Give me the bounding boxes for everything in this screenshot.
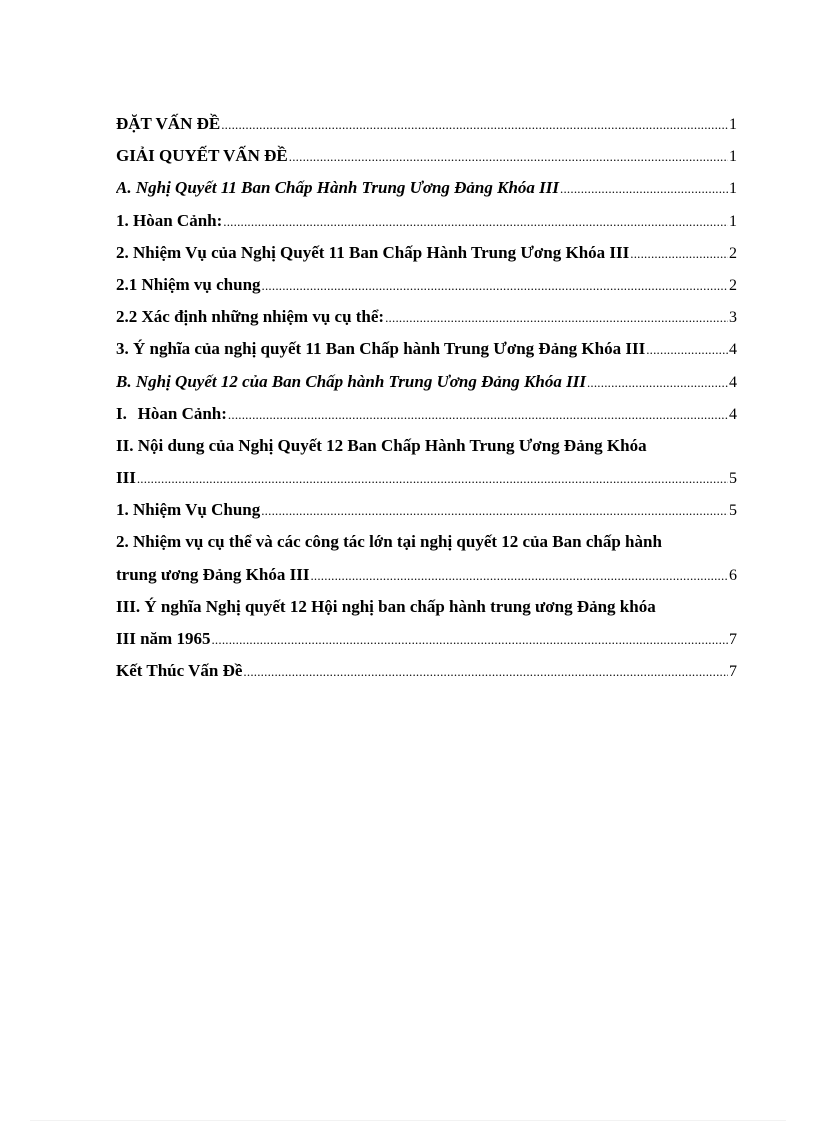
toc-entry-b-ii-1-nhiem-vu-chung[interactable] (116, 494, 737, 526)
toc-entry-b-ii-2-nhiem-vu-cu-the-line2[interactable] (116, 559, 737, 591)
toc-dot-leader (587, 367, 728, 398)
toc-entry-title: 2. Nhiệm Vụ của Nghị Quyết 11 Ban Chấp Hành Trung Ương Khóa III (116, 242, 630, 262)
toc-page-number: 7 (729, 663, 737, 681)
toc-entry-section-a[interactable] (116, 172, 737, 204)
toc-entry-title: 2.2 Xác định những nhiệm vụ cụ thể: (116, 307, 385, 327)
toc-page-number: 5 (729, 502, 737, 520)
toc-dot-leader (262, 270, 728, 301)
table-of-contents (116, 108, 737, 687)
toc-entry-b-iii-y-nghia-line2[interactable] (116, 623, 737, 655)
toc-entry-title: B. Nghị Quyết 12 của Ban Chấp hành Trung Ương Đảng Khóa III (116, 371, 586, 391)
toc-entry-a-2-2-nhiem-vu-cu-the[interactable] (116, 301, 737, 333)
toc-entry-title-continued: III năm 1965 (116, 629, 211, 648)
toc-dot-leader (385, 302, 728, 333)
toc-entry-a-1-hoan-canh[interactable] (116, 205, 737, 237)
toc-dot-leader (221, 109, 728, 140)
toc-page-number: 4 (729, 341, 737, 359)
toc-page-number: 2 (729, 244, 737, 262)
toc-entry-title: 1. Nhiệm Vụ Chung (116, 500, 261, 520)
toc-page-number: 6 (729, 566, 737, 584)
toc-page-number: 1 (729, 212, 737, 230)
toc-page-number: 4 (729, 373, 737, 391)
toc-entry-title: III. Ý nghĩa Nghị quyết 12 Hội nghị ban chấp hành trung ương Đảng khóa (116, 596, 656, 616)
toc-page-number: 1 (729, 116, 737, 133)
toc-dot-leader (137, 463, 728, 494)
toc-entry-title: 1. Hòan Cảnh: (116, 210, 223, 230)
toc-entry-title: Hòan Cảnh: (137, 403, 227, 423)
toc-page-number: 7 (729, 631, 737, 648)
toc-entry-title: ĐẶT VẤN ĐỀ (116, 114, 221, 133)
toc-entry-dat-van-de[interactable] (116, 108, 737, 140)
toc-entry-b-i-hoan-canh[interactable] (116, 398, 737, 430)
toc-entry-b-ii-2-nhiem-vu-cu-the-line1[interactable] (116, 526, 737, 558)
toc-entry-title-continued: III (116, 468, 136, 488)
toc-dot-leader (243, 656, 728, 687)
toc-dot-leader (223, 206, 728, 237)
toc-entry-title: 3. Ý nghĩa của nghị quyết 11 Ban Chấp hành Trung Ương Đảng Khóa III (116, 339, 646, 359)
toc-entry-number: I. (116, 403, 127, 423)
toc-dot-leader (630, 238, 728, 269)
toc-entry-section-b[interactable] (116, 366, 737, 398)
toc-entry-title: GIẢI QUYẾT VẤN ĐỀ (116, 146, 288, 166)
toc-entry-title: 2. Nhiệm vụ cụ thể và các công tác lớn tại nghị quyết 12 của Ban chấp hành (116, 532, 662, 552)
toc-page-number: 3 (729, 309, 737, 327)
toc-page-number: 1 (729, 148, 737, 166)
toc-dot-leader (261, 495, 728, 526)
toc-entry-a-2-nhiem-vu[interactable] (116, 237, 737, 269)
toc-page-number: 2 (729, 276, 737, 294)
toc-dot-leader (560, 173, 728, 204)
toc-entry-b-iii-y-nghia-line1[interactable] (116, 591, 737, 623)
toc-entry-title-continued: trung ương Đảng Khóa III (116, 564, 310, 584)
toc-entry-a-3-y-nghia[interactable] (116, 333, 737, 365)
toc-entry-a-2-1-nhiem-vu-chung[interactable] (116, 269, 737, 301)
toc-page-number: 1 (729, 180, 737, 198)
toc-entry-title: II. Nội dung của Nghị Quyết 12 Ban Chấp Hành Trung Ương Đảng Khóa (116, 435, 647, 455)
toc-dot-leader (646, 334, 728, 365)
toc-entry-ket-thuc-van-de[interactable] (116, 655, 737, 687)
toc-entry-title: A. Nghị Quyết 11 Ban Chấp Hành Trung Ương Đảng Khóa III (116, 178, 560, 198)
toc-entry-b-ii-noi-dung-line1[interactable] (116, 430, 737, 462)
toc-dot-leader (289, 141, 728, 172)
toc-dot-leader (211, 624, 728, 655)
toc-entry-title: Kết Thúc Vấn Đề (116, 661, 243, 681)
toc-entry-b-ii-noi-dung-line2[interactable] (116, 462, 737, 494)
toc-dot-leader (310, 560, 728, 591)
toc-dot-leader (228, 399, 728, 430)
toc-page-number: 4 (729, 405, 737, 423)
page-bottom-edge (30, 1120, 786, 1121)
toc-entry-giai-quyet-van-de[interactable] (116, 140, 737, 172)
toc-page-number: 5 (729, 470, 737, 488)
toc-entry-title: 2.1 Nhiệm vụ chung (116, 274, 261, 294)
